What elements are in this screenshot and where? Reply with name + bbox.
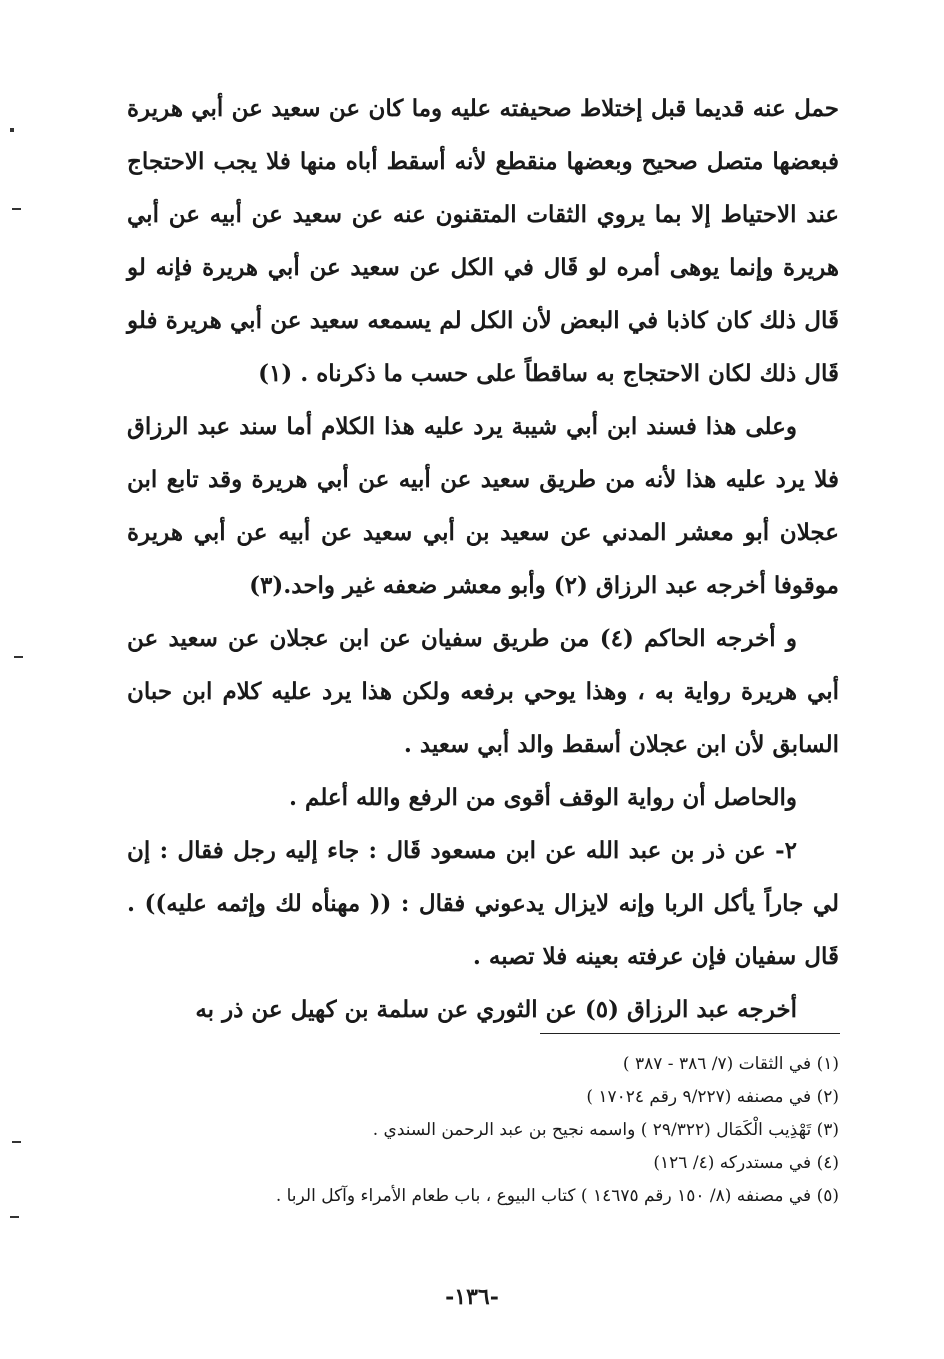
footnote-3: (٣) تَهْذِيب الْكَمَال (٢٩/٣٢٢ ) واسمه نجيح بن عبد الرحمن السندي . [372, 1120, 839, 1140]
scan-mark [12, 208, 21, 210]
paragraph-5: ٢- عن ذر بن عبد الله عن ابن مسعود قَال : جاء إليه رجل فقال : إن لي جاراً يأكل الربا وإنه لايزال يدعوني فقال : (( مهنأه لك وإثمه عليه)) . قَال سفيان فإن عرفته بعينه فلا تصبه . [127, 837, 839, 970]
footnote-separator [540, 1033, 840, 1034]
scan-mark [10, 1216, 19, 1218]
page-number: -١٣٦- [445, 1284, 499, 1310]
main-text [127, 82, 839, 1036]
footnote-1: (١) في الثقات (٧/ ٣٨٦ - ٣٨٧ ) [622, 1054, 839, 1074]
scan-mark [12, 1141, 21, 1143]
scan-mark [10, 128, 14, 132]
footnote-4: (٤) في مستدركه (٤/ ١٢٦) [653, 1153, 839, 1173]
paragraph-2: وعلى هذا فسند ابن أبي شيبة يرد عليه هذا الكلام أما سند عبد الرزاق فلا يرد عليه هذا لأنه من طريق سعيد عن أبيه عن أبي هريرة وقد تابع ابن عجلان أبو معشر المدني عن سعيد بن أبي سعيد عن أبيه عن أبي هريرة موقوفا أخرجه عبد الرزاق (٢) وأبو معشر ضعفه غير واحد.(٣) [127, 413, 839, 599]
paragraph-3: و أخرجه الحاكم (٤) من طريق سفيان عن ابن عجلان عن سعيد عن أبي هريرة رواية به ، وهذا يوحي برفعه ولكن هذا يرد عليه كلام ابن حبان السابق لأن ابن عجلان أسقط والد أبي سعيد . [127, 625, 839, 758]
paragraph-1: حمل عنه قديما قبل إختلاط صحيفته عليه وما كان عن سعيد عن أبي هريرة فبعضها متصل صحيح وبعضها منقطع لأنه أسقط أباه منها فلا يجب الاحتجاج عند الاحتياط إلا بما يروي الثقات المتقنون عنه عن سعيد عن أبيه عن أبي هريرة وإنما يوهى أمره لو قَال في الكل عن سعيد عن أبي هريرة فإنه لو قَال ذلك كان كاذبا في البعض لأن الكل لم يسمعه سعيد عن أبي هريرة فلو قَال ذلك لكان الاحتجاج به ساقطاً على حسب ما ذكرناه . (١) [127, 95, 839, 387]
paragraph-4: والحاصل أن رواية الوقف أقوى من الرفع والله أعلم . [289, 784, 797, 811]
footnotes [119, 1048, 839, 1213]
footnote-5: (٥) في مصنفه (٨/ ١٥٠ رقم ١٤٦٧٥ ) كتاب البيوع ، باب طعام الأمراء وآكل الربا . [275, 1186, 839, 1206]
paragraph-6: أخرجه عبد الرزاق (٥) عن الثوري عن سلمة بن كهيل عن ذر به [195, 996, 797, 1023]
scan-mark [14, 656, 23, 658]
footnote-2: (٢) في مصنفه (٩/٢٢٧ رقم ١٧٠٢٤ ) [586, 1087, 839, 1107]
